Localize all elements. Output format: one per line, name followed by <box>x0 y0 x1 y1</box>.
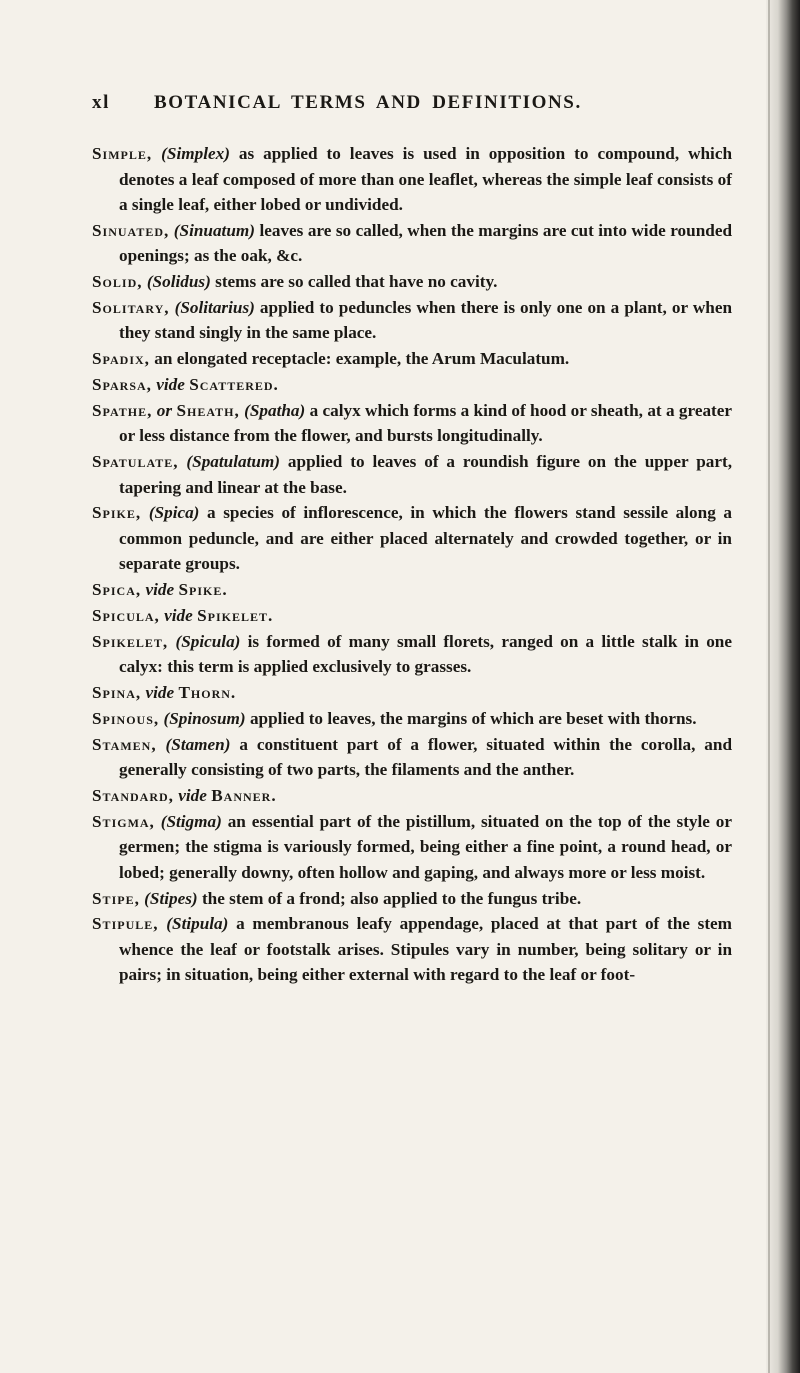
entry-spicula <box>92 603 732 629</box>
entry-definition: applied to peduncles when there is only one on a plant, or when they stand singly in the same place. <box>119 297 733 343</box>
entry-latin: (Stamen) <box>165 734 231 754</box>
entry-definition: an elongated receptacle: example, the Arum Maculatum. <box>149 349 570 369</box>
scan-edge-shadow <box>766 0 800 1373</box>
entry-latin: (Spinosum) <box>163 708 246 728</box>
entry-term: Spike, <box>92 503 142 523</box>
entry-definition: the stem of a frond; also applied to the fungus tribe. <box>197 888 582 908</box>
entry-definition: is formed of many small florets, ranged on a little stalk in one calyx: this term is applied exclusively to grasses. <box>119 631 732 677</box>
entry-spinous <box>92 706 732 732</box>
entry-definition: as applied to leaves is used in opposition to compound, which denotes a leaf composed of more than one leaflet, whereas the simple leaf consists of a single leaf, either lobed or undivided. <box>119 144 733 214</box>
entry-sparsa <box>92 372 732 398</box>
entry-term: Stamen, <box>92 734 157 754</box>
entry-latin: (Solitarius) <box>174 297 255 317</box>
entry-definition: applied to leaves of a roundish figure on the upper part, tapering and linear at the base. <box>119 452 732 497</box>
entry-latin: (Sinuatum) <box>173 220 255 240</box>
entry-vide: vide <box>178 785 207 805</box>
entry-spina <box>92 680 732 706</box>
entry-term: Sparsa, <box>92 374 152 394</box>
entry-solid <box>92 269 732 295</box>
entry-spadix <box>92 346 732 372</box>
entry-term: Spathe, <box>92 400 153 420</box>
entry-sinuated <box>92 218 732 269</box>
entry-cross-reference: Banner. <box>211 785 277 805</box>
entry-latin: (Stigma) <box>160 811 222 831</box>
page-number: xl <box>92 92 110 113</box>
entry-term-alt: Sheath, <box>176 400 240 420</box>
entry-spike <box>92 500 732 577</box>
glossary-entries <box>92 141 732 988</box>
entry-term: Simple, <box>92 144 153 163</box>
entry-or: or <box>156 400 173 420</box>
entry-latin: (Stipula) <box>166 914 229 934</box>
running-head <box>92 92 732 122</box>
running-title: BOTANICAL TERMS AND DEFINITIONS. <box>154 92 582 113</box>
entry-spathe <box>92 398 732 449</box>
entry-term: Stigma, <box>92 811 155 831</box>
entry-term: Solid, <box>92 272 143 292</box>
entry-term: Spica, <box>92 580 142 600</box>
entry-spatulate <box>92 449 732 500</box>
entry-term: Stipule, <box>92 914 159 934</box>
entry-latin: (Simplex) <box>161 144 230 163</box>
entry-solitary <box>92 295 732 346</box>
entry-standard <box>92 783 732 809</box>
entry-term: Solitary, <box>92 297 170 317</box>
scan-edge-line <box>768 0 770 1373</box>
entry-term: Spina, <box>92 683 142 703</box>
entry-vide: vide <box>145 580 175 600</box>
entry-spica <box>92 577 732 603</box>
entry-latin: (Stipes) <box>144 888 198 908</box>
entry-term: Sinuated, <box>92 220 170 240</box>
entry-stipe <box>92 886 732 912</box>
entry-definition: stems are so called that have no cavity. <box>210 272 498 292</box>
entry-term: Spikelet, <box>92 631 169 651</box>
entry-cross-reference: Thorn. <box>178 683 237 703</box>
entry-vide: vide <box>145 683 175 703</box>
entry-stigma <box>92 809 732 886</box>
entry-definition: a species of inflorescence, in which the flowers stand sessile along a common peduncle, and are either placed alternately and crowded together, or in separate groups. <box>119 503 732 574</box>
entry-definition: applied to leaves, the margins of which are beset with thorns. <box>245 708 697 728</box>
entry-term: Spinous, <box>92 708 160 728</box>
entry-vide: vide <box>156 374 185 394</box>
entry-definition: leaves are so called, when the margins are cut into wide rounded openings; as the oak, &c. <box>119 220 733 266</box>
entry-stamen <box>92 732 732 783</box>
entry-cross-reference: Spikelet. <box>197 605 274 625</box>
entry-term: Spadix, <box>92 349 150 369</box>
entry-latin: (Spatha) <box>244 400 306 420</box>
entry-cross-reference: Scattered. <box>189 374 279 394</box>
entry-term: Standard, <box>92 785 174 805</box>
entry-definition: a constituent part of a flower, situated within the corolla, and generally consisting of two parts, the filaments and the anther. <box>119 734 733 780</box>
entry-stipule <box>92 911 732 988</box>
entry-term: Stipe, <box>92 888 140 908</box>
entry-cross-reference: Spike. <box>178 580 228 600</box>
entry-spikelet <box>92 629 732 680</box>
entry-definition: a calyx which forms a kind of hood or sheath, at a greater or less distance from the flower, and bursts longitudinally. <box>119 400 733 446</box>
entry-simple <box>92 141 732 218</box>
entry-definition: a membranous leafy appendage, placed at that part of the stem whence the leaf or footstalk arises. Stipules vary in number, being solitary or in pairs; in situation, being either external with regard to the leaf or foot- <box>119 914 732 985</box>
entry-latin: (Solidus) <box>146 272 211 292</box>
entry-vide: vide <box>164 605 193 625</box>
entry-latin: (Spicula) <box>175 631 241 651</box>
entry-latin: (Spatulatum) <box>186 452 281 472</box>
entry-latin: (Spica) <box>148 503 200 523</box>
entry-term: Spatulate, <box>92 452 179 472</box>
entry-term: Spicula, <box>92 605 160 625</box>
entry-definition: an essential part of the pistillum, situated on the top of the style or germen; the stigma is variously formed, being either a fine point, a round head, or lobed; generally downy, often hollow and gaping, and always more or less moist. <box>119 811 733 882</box>
